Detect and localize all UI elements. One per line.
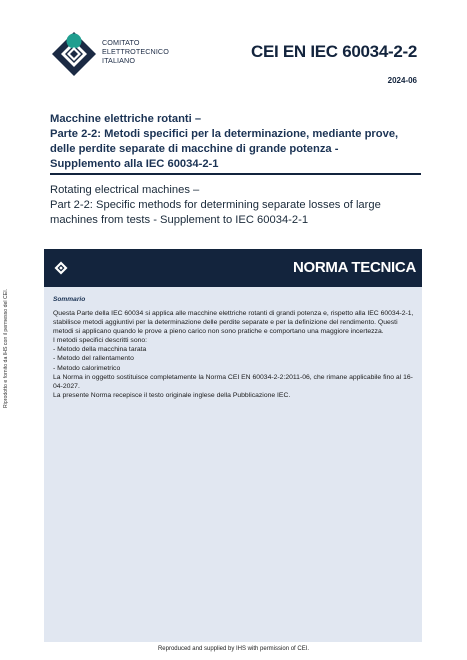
diamond-icon <box>54 261 68 275</box>
side-copyright-note: Riprodotto e fornito da IHS con il permesso del CEI. <box>3 288 9 408</box>
summary-list-item: - Metodo calorimetrico <box>53 364 121 372</box>
publication-date: 2024-06 <box>387 76 417 85</box>
logo-line: ITALIANO <box>102 56 136 65</box>
italian-title <box>50 112 422 172</box>
summary-paragraph: La Norma in oggetto sostituisce completamente la Norma CEI EN 60034-2-2:2011-06, che rimane applicabile fino al 16-04-2027. <box>53 373 413 390</box>
footer-note: Reproduced and supplied by IHS with permission of CEI. <box>157 646 310 652</box>
summary-paragraph: La presente Norma recepisce il testo originale inglese della Pubblicazione IEC. <box>53 391 291 399</box>
summary-body <box>53 309 415 400</box>
italian-title-line: Macchine elettriche rotanti – <box>50 113 202 125</box>
logo-line: ELETTROTECNICO <box>102 47 169 56</box>
english-title <box>50 183 422 228</box>
summary-heading: Sommario <box>53 296 86 303</box>
summary-paragraph: Questa Parte della IEC 60034 si applica alle macchine elettriche rotanti di grandi potenza e, rispetto alla IEC 60034-2-1, stabilisce metodi aggiuntivi per la determinazione delle perdite separate e per la definizione del rendimento. Questi metodi si applicano quando le prove a pieno carico non sono pratiche e comportano una maggiore incertezza. <box>53 310 414 336</box>
band-label: NORMA TECNICA <box>292 259 416 276</box>
summary-paragraph: I metodi specifici descritti sono: <box>53 337 148 345</box>
norma-tecnica-band <box>44 249 422 287</box>
english-title-line: Part 2-2: Specific methods for determining separate losses of large <box>50 199 381 211</box>
italian-title-line: delle perdite separate di macchine di grande potenza - <box>50 143 339 155</box>
english-title-line: machines from tests - Supplement to IEC 60034-2-1 <box>50 214 309 226</box>
italian-title-line: Supplemento alla IEC 60034-2-1 <box>50 158 219 170</box>
cei-logo-icon <box>50 30 98 78</box>
logo-line: COMITATO <box>102 38 140 47</box>
summary-panel <box>44 287 422 642</box>
english-title-line: Rotating electrical machines – <box>50 184 200 196</box>
summary-list-item: - Metodo della macchina tarata <box>53 346 147 354</box>
summary-list-item: - Metodo del rallentamento <box>53 355 134 363</box>
standard-code: CEI EN IEC 60034-2-2 <box>251 42 417 61</box>
title-divider <box>50 173 421 175</box>
logo-wordmark <box>102 38 169 65</box>
italian-title-line: Parte 2-2: Metodi specifici per la determinazione, mediante prove, <box>50 128 399 140</box>
